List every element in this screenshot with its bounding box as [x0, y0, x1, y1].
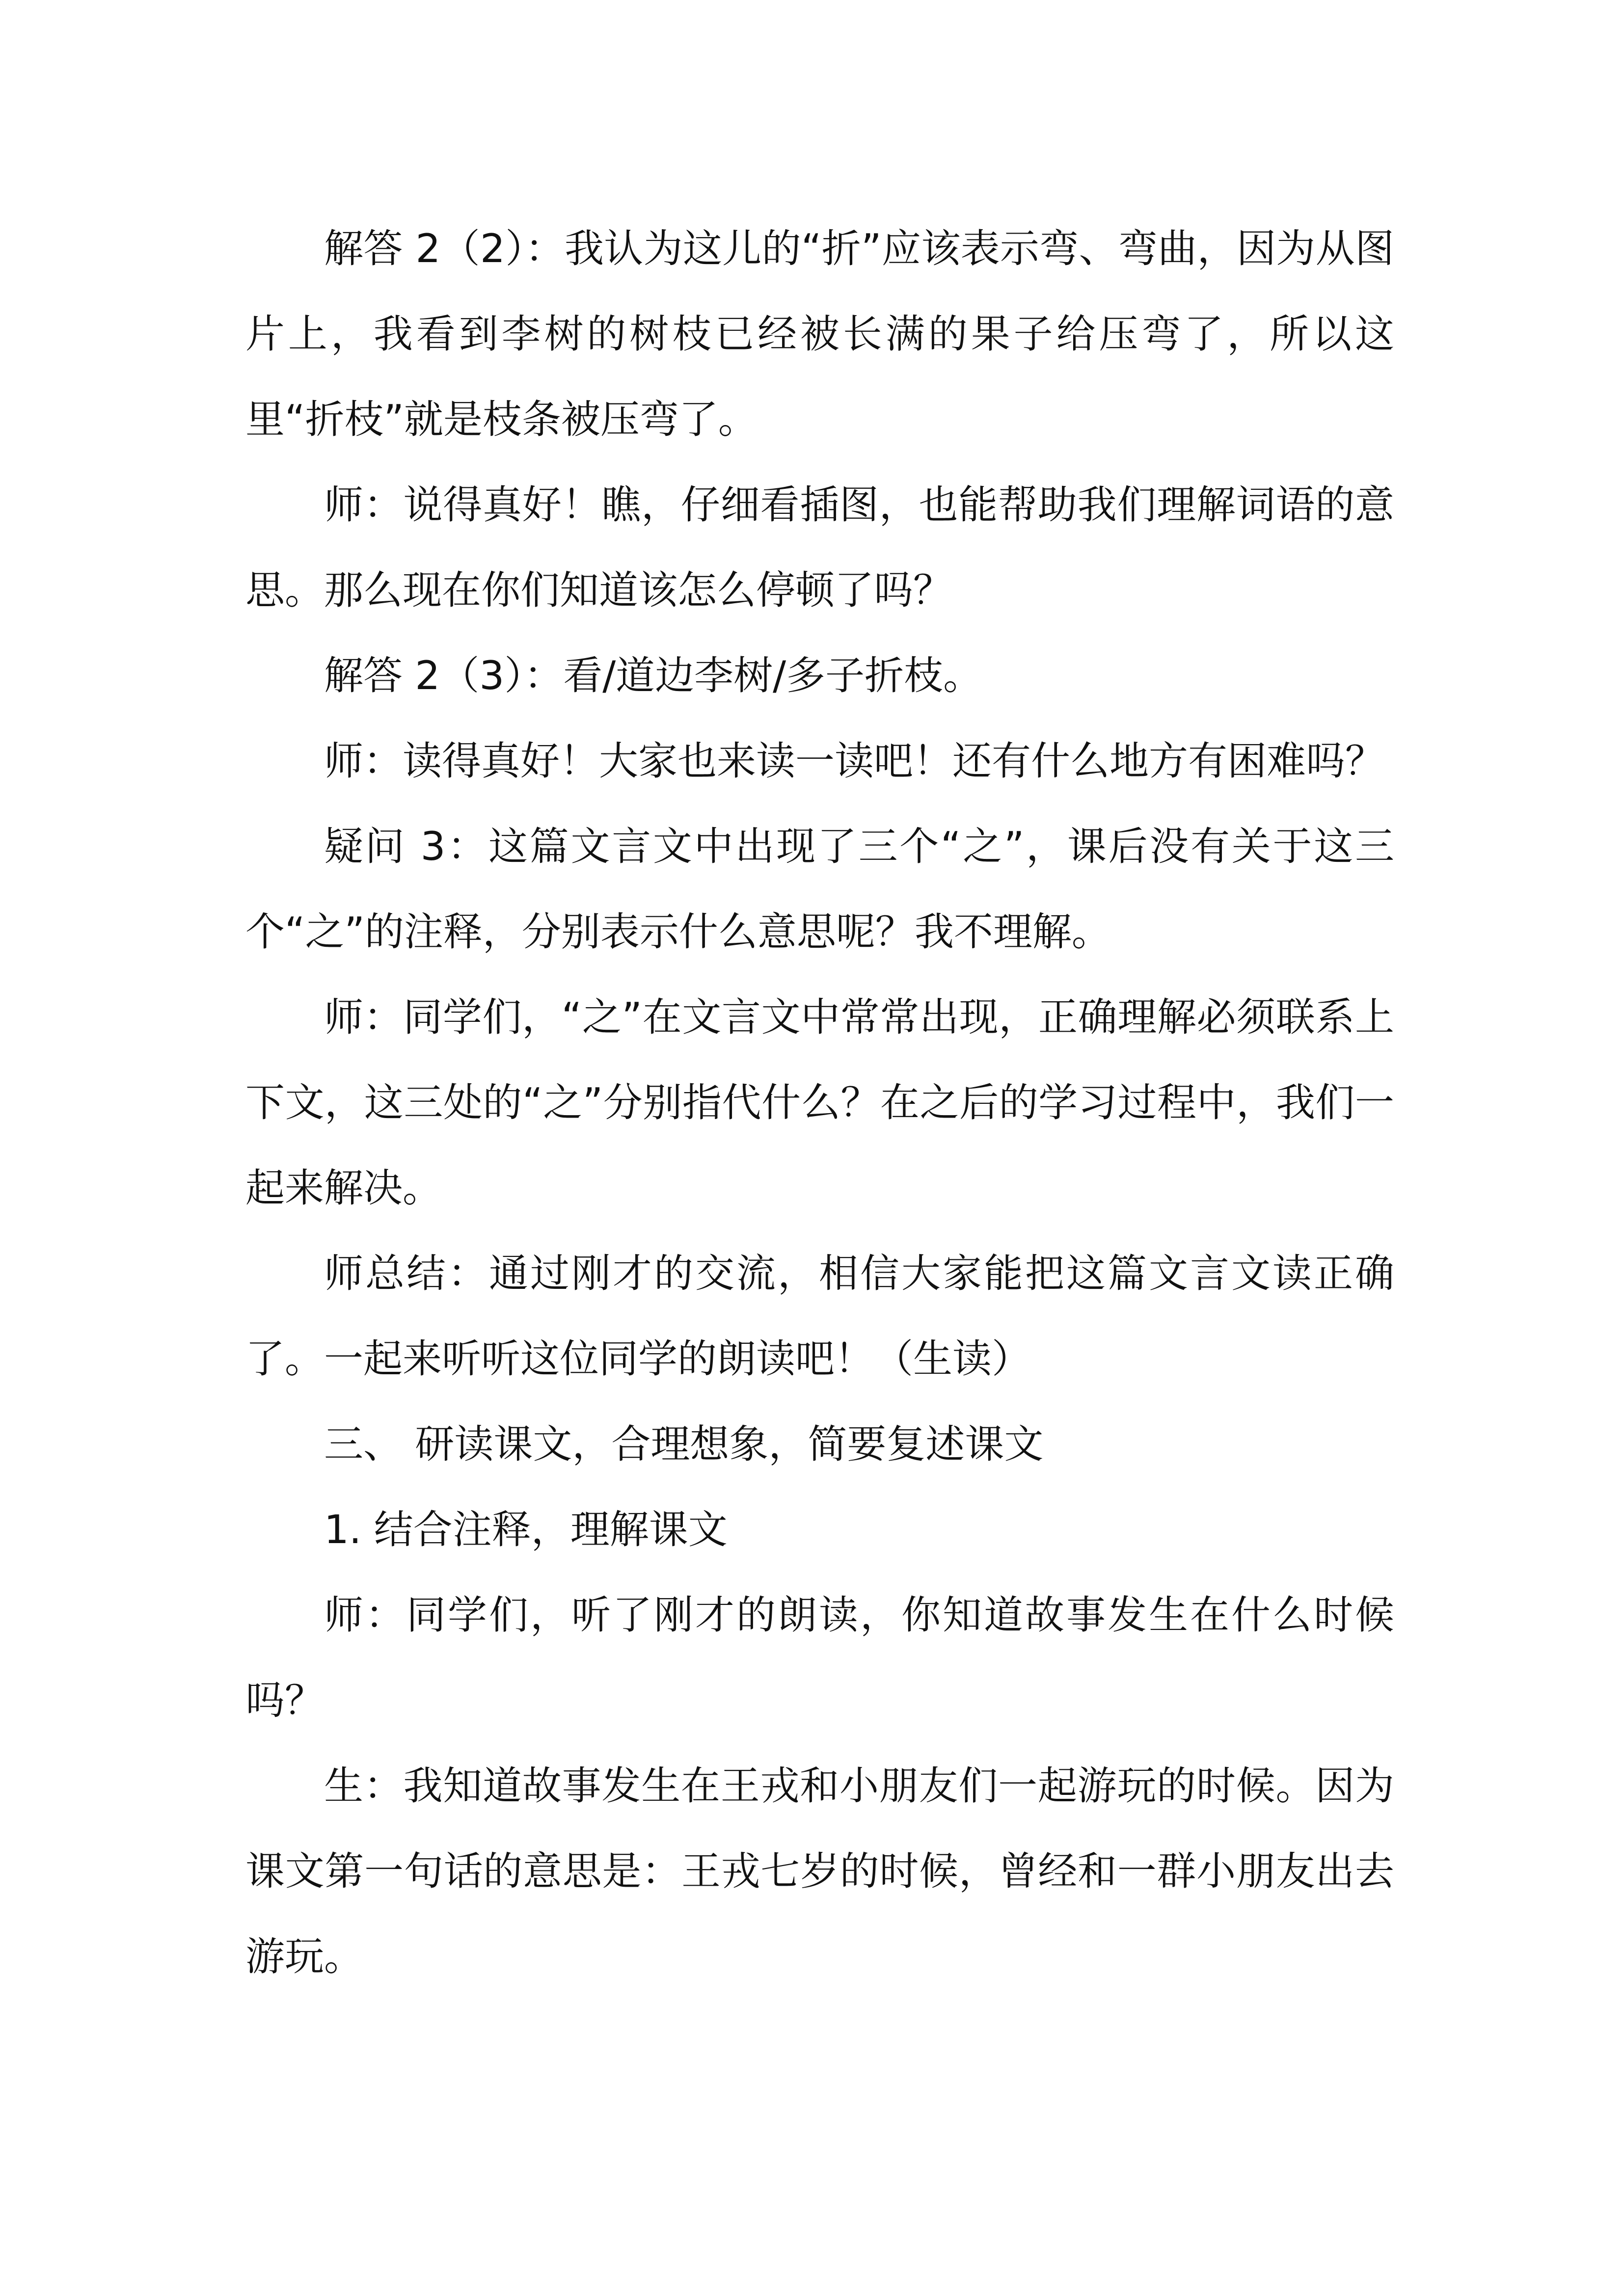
question-3-paragraph: 疑问 3：这篇文言文中出现了三个“之”，课后没有关于这三个“之”的注释，分别表示什么意思呢？我不理解。 [245, 824, 1394, 955]
teacher-read-paragraph: 师：读得真好！大家也来读一读吧！还有什么地方有困难吗？ [324, 738, 1384, 784]
answer-2-3-paragraph: 解答 2（3）：看/道边李树/多子折枝。 [324, 653, 983, 698]
teacher-zhi-paragraph: 师：同学们，“之”在文言文中常常出现，正确理解必须联系上下文，这三处的“之”分别指代什么？在之后的学习过程中，我们一起来解决。 [245, 994, 1394, 1211]
section-3-heading: 三、 研读课文，合理想象，简要复述课文 [324, 1421, 1044, 1467]
teacher-question-paragraph: 师：同学们，听了刚才的朗读，你知道故事发生在什么时候吗？ [245, 1592, 1394, 1723]
document-page [245, 206, 1394, 2000]
answer-2-2-paragraph: 解答 2（2）：我认为这儿的“折”应该表示弯、弯曲，因为从图片上，我看到李树的树枝已经被长满的果子给压弯了，所以这里“折枝”就是枝条被压弯了。 [245, 226, 1394, 442]
student-answer-paragraph: 生：我知道故事发生在王戎和小朋友们一起游玩的时候。因为课文第一句话的意思是：王戎七岁的时候，曾经和一群小朋友出去游玩。 [245, 1763, 1394, 1979]
teacher-summary-paragraph: 师总结：通过刚才的交流，相信大家能把这篇文言文读正确了。一起来听听这位同学的朗读吧！（生读） [245, 1251, 1394, 1382]
teacher-praise-paragraph: 师：说得真好！瞧，仔细看插图，也能帮助我们理解词语的意思。那么现在你们知道该怎么停顿了吗？ [245, 482, 1394, 613]
subsection-1-heading: 1. 结合注释，理解课文 [324, 1507, 728, 1552]
